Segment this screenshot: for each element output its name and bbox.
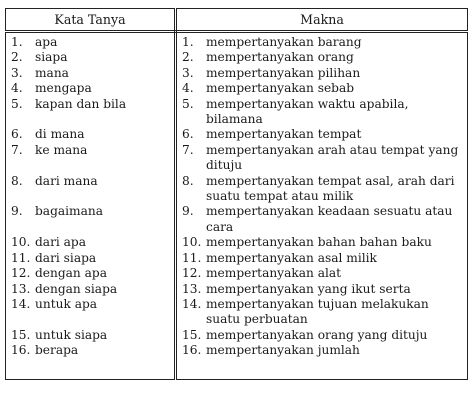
kata-tanya-text: untuk siapa <box>35 327 108 342</box>
table-row <box>6 143 468 174</box>
row-number: 2. <box>11 50 23 65</box>
row-number: 5. <box>11 96 23 111</box>
makna-cell <box>176 251 468 266</box>
kata-tanya-cell <box>6 328 176 343</box>
makna-text: mempertanyakan arah atau tempat yang dituju <box>206 142 459 173</box>
makna-cell <box>176 204 468 235</box>
makna-text: mempertanyakan barang <box>206 35 362 49</box>
makna-text: mempertanyakan orang yang dituju <box>206 327 428 342</box>
kata-tanya-cell <box>6 143 176 174</box>
kata-tanya-cell <box>6 297 176 328</box>
row-number: 3. <box>182 65 194 80</box>
row-number: 16. <box>182 343 202 358</box>
table-row <box>6 266 468 281</box>
kata-tanya-cell <box>6 50 176 65</box>
kata-tanya-cell <box>6 127 176 142</box>
kata-tanya-text: mengapa <box>35 81 92 96</box>
table-row <box>6 81 468 96</box>
makna-cell <box>176 81 468 96</box>
row-number: 10. <box>182 235 202 250</box>
makna-text: mempertanyakan asal milik <box>206 250 377 265</box>
row-number: 14. <box>182 296 202 311</box>
makna-cell <box>176 343 468 379</box>
row-number: 3. <box>11 65 23 80</box>
makna-text: mempertanyakan sebab <box>206 81 355 96</box>
kata-tanya-text: berapa <box>35 343 79 358</box>
makna-cell <box>176 66 468 81</box>
makna-text: mempertanyakan alat <box>206 266 342 281</box>
row-number: 1. <box>11 35 23 49</box>
makna-cell <box>176 97 468 128</box>
kata-tanya-cell <box>6 282 176 297</box>
makna-text: mempertanyakan tempat <box>206 127 362 142</box>
table-row <box>6 32 468 51</box>
table-row <box>6 251 468 266</box>
table-row <box>6 204 468 235</box>
row-number: 6. <box>182 127 194 142</box>
makna-text: mempertanyakan waktu apabila, bilamana <box>206 96 409 127</box>
row-number: 1. <box>182 35 194 49</box>
table-row <box>6 297 468 328</box>
kata-tanya-text: kapan dan bila <box>35 96 127 111</box>
row-number: 13. <box>11 281 31 296</box>
makna-cell <box>176 32 468 51</box>
row-number: 6. <box>11 127 23 142</box>
kata-tanya-text: dari mana <box>35 173 98 188</box>
kata-tanya-text: untuk apa <box>35 296 98 311</box>
row-number: 16. <box>11 343 31 358</box>
row-number: 15. <box>182 327 202 342</box>
makna-text: mempertanyakan pilihan <box>206 65 361 80</box>
table-row <box>6 235 468 250</box>
kata-tanya-text: siapa <box>35 50 68 65</box>
kata-tanya-cell <box>6 97 176 128</box>
row-number: 4. <box>11 81 23 96</box>
makna-text: mempertanyakan orang <box>206 50 354 65</box>
kata-tanya-cell <box>6 66 176 81</box>
makna-cell <box>176 235 468 250</box>
table-row <box>6 127 468 142</box>
row-number: 13. <box>182 281 202 296</box>
table-row <box>6 282 468 297</box>
kata-tanya-text: dari siapa <box>35 250 97 265</box>
makna-text: mempertanyakan bahan bahan baku <box>206 235 432 250</box>
makna-cell <box>176 282 468 297</box>
kata-tanya-cell <box>6 235 176 250</box>
kata-tanya-text: mana <box>35 65 69 80</box>
row-number: 11. <box>182 250 202 265</box>
kata-tanya-text: dengan siapa <box>35 281 118 296</box>
kata-tanya-cell <box>6 343 176 379</box>
row-number: 2. <box>182 50 194 65</box>
kata-tanya-text: bagaimana <box>35 204 103 219</box>
makna-cell <box>176 328 468 343</box>
row-number: 9. <box>11 204 23 219</box>
table-row <box>6 174 468 205</box>
row-number: 4. <box>182 81 194 96</box>
header-kata-tanya: Kata Tanya <box>6 9 176 32</box>
table-row <box>6 66 468 81</box>
kata-tanya-text: di mana <box>35 127 85 142</box>
row-number: 12. <box>11 266 31 281</box>
row-number: 8. <box>11 173 23 188</box>
row-number: 14. <box>11 296 31 311</box>
makna-cell <box>176 143 468 174</box>
kata-tanya-cell <box>6 251 176 266</box>
table-row <box>6 50 468 65</box>
header-makna: Makna <box>176 9 468 32</box>
makna-cell <box>176 297 468 328</box>
makna-cell <box>176 127 468 142</box>
makna-cell <box>176 174 468 205</box>
kata-tanya-text: ke mana <box>35 142 88 157</box>
row-number: 11. <box>11 250 31 265</box>
kata-tanya-cell <box>6 81 176 96</box>
makna-cell <box>176 50 468 65</box>
row-number: 7. <box>182 142 194 157</box>
makna-text: mempertanyakan yang ikut serta <box>206 281 411 296</box>
makna-text: mempertanyakan tujuan melakukan suatu perbuatan <box>206 296 429 327</box>
row-number: 15. <box>11 327 31 342</box>
kata-tanya-text: dengan apa <box>35 266 107 281</box>
kata-tanya-text: dari apa <box>35 235 86 250</box>
table-row <box>6 97 468 128</box>
table-header-row <box>6 9 468 32</box>
table-body <box>6 32 468 380</box>
kata-tanya-text: apa <box>35 35 58 49</box>
kata-tanya-cell <box>6 204 176 235</box>
kata-tanya-cell <box>6 174 176 205</box>
kata-tanya-cell <box>6 32 176 51</box>
table-row <box>6 343 468 379</box>
question-words-table <box>5 8 468 380</box>
row-number: 12. <box>182 266 202 281</box>
makna-cell <box>176 266 468 281</box>
table-row <box>6 328 468 343</box>
row-number: 7. <box>11 142 23 157</box>
row-number: 9. <box>182 204 194 219</box>
makna-text: mempertanyakan jumlah <box>206 343 360 358</box>
kata-tanya-cell <box>6 266 176 281</box>
row-number: 10. <box>11 235 31 250</box>
row-number: 5. <box>182 96 194 111</box>
row-number: 8. <box>182 173 194 188</box>
makna-text: mempertanyakan tempat asal, arah dari suatu tempat atau milik <box>206 173 455 204</box>
makna-text: mempertanyakan keadaan sesuatu atau cara <box>206 204 453 234</box>
